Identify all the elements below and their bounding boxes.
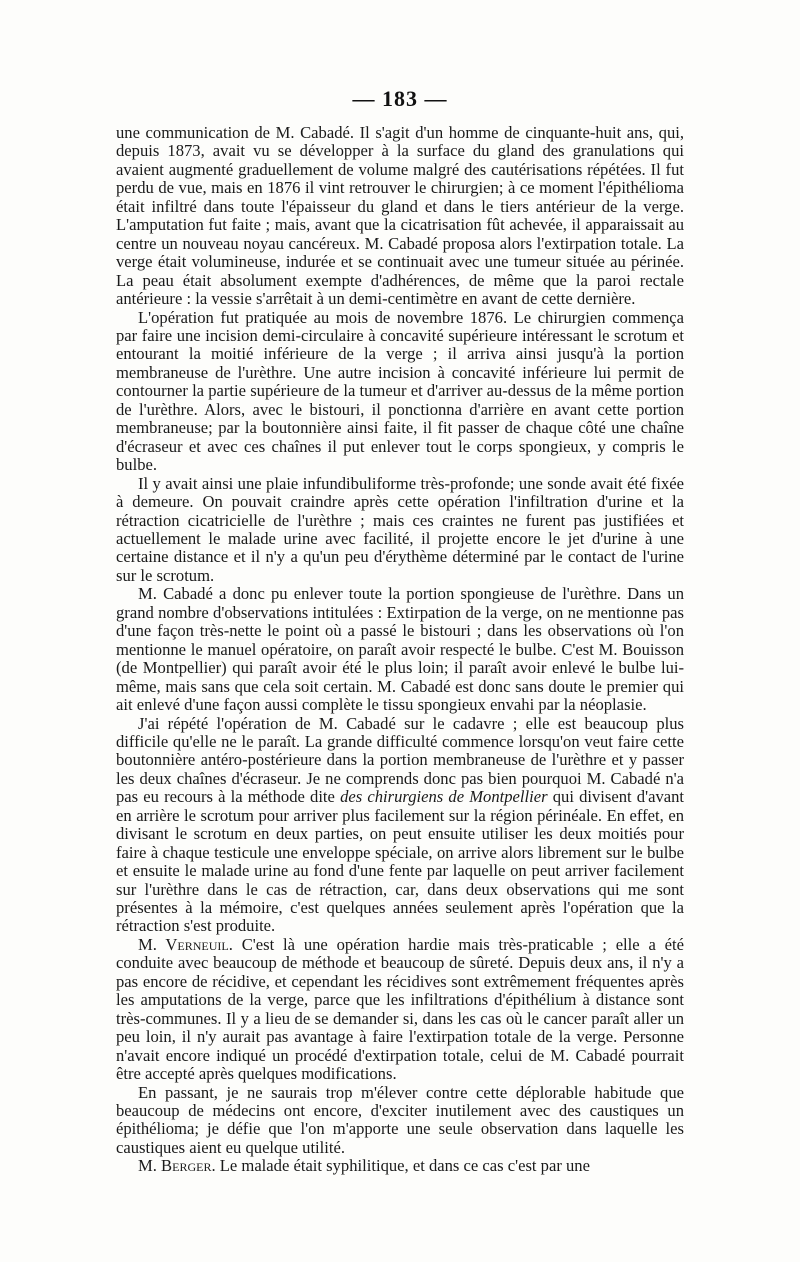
paragraph-verneuil (116, 936, 684, 1084)
page-number: — 183 — (352, 86, 448, 111)
paragraph-continuation (116, 124, 684, 309)
paragraph-text-before-italic: J'ai répété l'opération de M. Cabadé sur le cadavre ; elle est beaucoup plus difficile qu'elle ne le paraît. La grande difficulté commence lorsqu'on veut faire cette boutonnière antéro-postérieure dans la portion membraneuse de l'urèthre et y passer les deux chaînes d'écraseur. Je ne comprends donc pas bien pourquoi M. Cabadé n'a pas eu recours à la méthode dite (116, 713, 684, 807)
speaker-name: M. Verneuil. (138, 934, 233, 954)
paragraph-text: En passant, je ne saurais trop m'élever contre cette déplorable habitude que beaucoup de médecins ont encore, d'exciter inutilement avec des caustiques un épithélioma; je défie que l'on m'apporte une seule observation dans laquelle les caustiques aient eu quelque utilité. (116, 1082, 684, 1157)
paragraph-berger (116, 1157, 684, 1175)
paragraph-text: M. Cabadé a donc pu enlever toute la portion spongieuse de l'urèthre. Dans un grand nombre d'observations intitulées : Extirpation de la verge, on ne mentionne pas d'une façon très-nette le point où a passé le bistouri ; dans les observations où l'on mentionne le manuel opératoire, on paraît avoir respecté le bulbe. C'est M. Bouisson (de Montpellier) qui paraît avoir été le plus loin; il paraît avoir enlevé le bulbe lui-même, mais sans que cela soit certain. M. Cabadé est donc sans doute le premier qui ait enlevé d'une façon aussi complète le tissu spongieux envahi par la néoplasie. (116, 584, 684, 715)
paragraph-cabade (116, 585, 684, 714)
body-text (116, 124, 684, 1176)
paragraph-text: L'opération fut pratiquée au mois de novembre 1876. Le chirurgien commença par faire une incision demi-circulaire à concavité supérieure intéressant le scrotum et entourant la moitié inférieure de la verge ; il arriva ainsi jusqu'à la portion membraneuse de l'urèthre. Une autre incision à concavité inférieure lui permit de contourner la partie supérieure de la tumeur et d'arriver au-dessus de la même portion de l'urèthre. Alors, avec le bistouri, il ponctionna d'arrière en avant cette portion membraneuse; par la boutonnière ainsi faite, il fit passer de chaque côté une chaîne d'écraseur et avec ces chaînes il put enlever tout le corps spongieux, y compris le bulbe. (116, 307, 684, 475)
paragraph-text: C'est là une opération hardie mais très-praticable ; elle a été conduite avec beaucoup de méthode et beaucoup de sûreté. Depuis deux ans, il n'y a pas encore de récidive, et cependant les récidives sont extrêmement fréquentes après les amputations de la verge, parce que les infiltrations d'épithélium à distance sont très-communes. Il y a lieu de se demander si, dans les cas où le cancer paraît aller un peu loin, il n'y aurait pas avantage à faire l'extirpation totale de la verge. Personne n'avait encore indiqué un procédé d'extirpation totale, celui de M. Cabadé pourrait être accepté après quelques modifications. (116, 934, 684, 1084)
paragraph-text: une communication de M. Cabadé. Il s'agit d'un homme de cinquante-huit ans, qui, depuis 1873, avait vu se développer à la surface du gland des granulations qui avaient augmenté graduellement de volume malgré des cautérisations répétées. Il fut perdu de vue, mais en 1876 il vint retrouver le chirurgien; à ce moment l'épithélioma était infiltré dans toute l'épaisseur du gland et dans le tiers antérieur de la verge. L'amputation fut faite ; mais, avant que la cicatrisation fût achevée, il apparaissait au centre un nouveau noyau cancéreux. M. Cabadé proposa alors l'extirpation totale. La verge était volumineuse, indurée et se continuait avec une tumeur située au périnée. La peau était absolument exempte d'adhérences, de même que la paroi rectale antérieure : la vessie s'arrêtait à un demi-centimètre en avant de cette dernière. (116, 123, 684, 309)
italic-phrase: des chirurgiens de Montpellier (340, 787, 548, 807)
speaker-name: M. Berger. (138, 1156, 216, 1176)
paragraph-caustiques (116, 1084, 684, 1158)
paragraph-text-after-italic: qui divisent d'avant en arrière le scrotum pour arriver plus facilement sur la région périnéale. En effet, en divisant le scrotum en deux parties, on peut ensuite utiliser les deux moitiés pour faire à chaque testicule une enveloppe spéciale, on arrive alors librement sur le bulbe et ensuite le malade urine au fond d'une fente par laquelle on peut arriver facilement sur l'urèthre dans le cas de rétraction, car, dans deux observations qui me sont présentes à la mémoire, c'est quelques années seulement après l'opération que la rétraction s'est produite. (116, 787, 685, 936)
paragraph-text: Le malade était syphilitique, et dans ce cas c'est par une (215, 1156, 590, 1176)
paragraph-text: Il y avait ainsi une plaie infundibuliforme très-profonde; une sonde avait été fixée à demeure. On pouvait craindre après cette opération l'infiltration d'urine et la rétraction cicatricielle de l'urèthre ; mais ces craintes ne furent pas justifiées et actuellement le malade urine avec facilité, il projette encore le jet d'urine à une certaine distance et il n'y a qu'un peu d'érythème déterminé par le contact de l'urine sur le scrotum. (116, 473, 684, 585)
paragraph-plaie (116, 475, 684, 586)
paragraph-operation (116, 309, 684, 475)
paragraph-cadavre (116, 715, 684, 936)
